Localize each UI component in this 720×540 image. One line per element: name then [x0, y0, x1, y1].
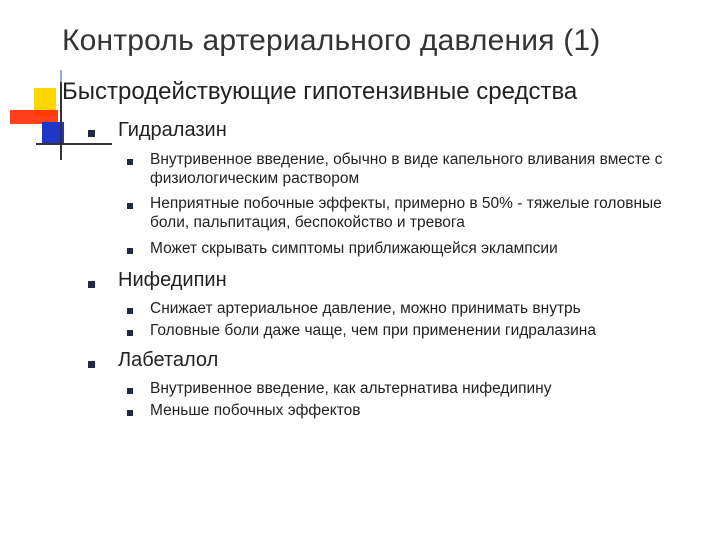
drug-name-labetalol: Лабеталол — [118, 349, 219, 371]
list-item: Внутривенное введение, как альтернатива нифедипину — [150, 380, 552, 397]
list-item: Неприятные побочные эффекты, примерно в 50% - тяжелые головные боли, пальпитация, беспокойство и тревога — [150, 195, 662, 231]
slide-subtitle: Быстродействующие гипотензивные средства — [62, 78, 578, 105]
bullet-square-icon — [127, 410, 133, 416]
bullet-square-icon — [88, 361, 95, 368]
list-item: Снижает артериальное давление, можно принимать внутрь — [150, 300, 581, 317]
bullet-square-icon — [88, 130, 95, 137]
list-item: Внутривенное введение, обычно в виде капельного вливания вместе с физиологическим раствором — [150, 151, 663, 187]
list-item: Головные боли даже чаще, чем при применении гидралазина — [150, 322, 596, 339]
bullet-square-icon — [127, 308, 133, 314]
slide-title: Контроль артериального давления (1) — [62, 24, 601, 57]
list-item: Может скрывать симптомы приближающейся эклампсии — [150, 240, 558, 257]
drug-name-hydralazine: Гидралазин — [118, 119, 227, 141]
bullet-square-icon — [127, 388, 133, 394]
bullet-square-icon — [88, 281, 95, 288]
bullet-square-icon — [127, 159, 133, 165]
bullet-square-icon — [127, 203, 133, 209]
list-item: Меньше побочных эффектов — [150, 402, 361, 419]
drug-name-nifedipine: Нифедипин — [118, 269, 227, 291]
bullet-square-icon — [127, 330, 133, 336]
bullet-square-icon — [127, 248, 133, 254]
